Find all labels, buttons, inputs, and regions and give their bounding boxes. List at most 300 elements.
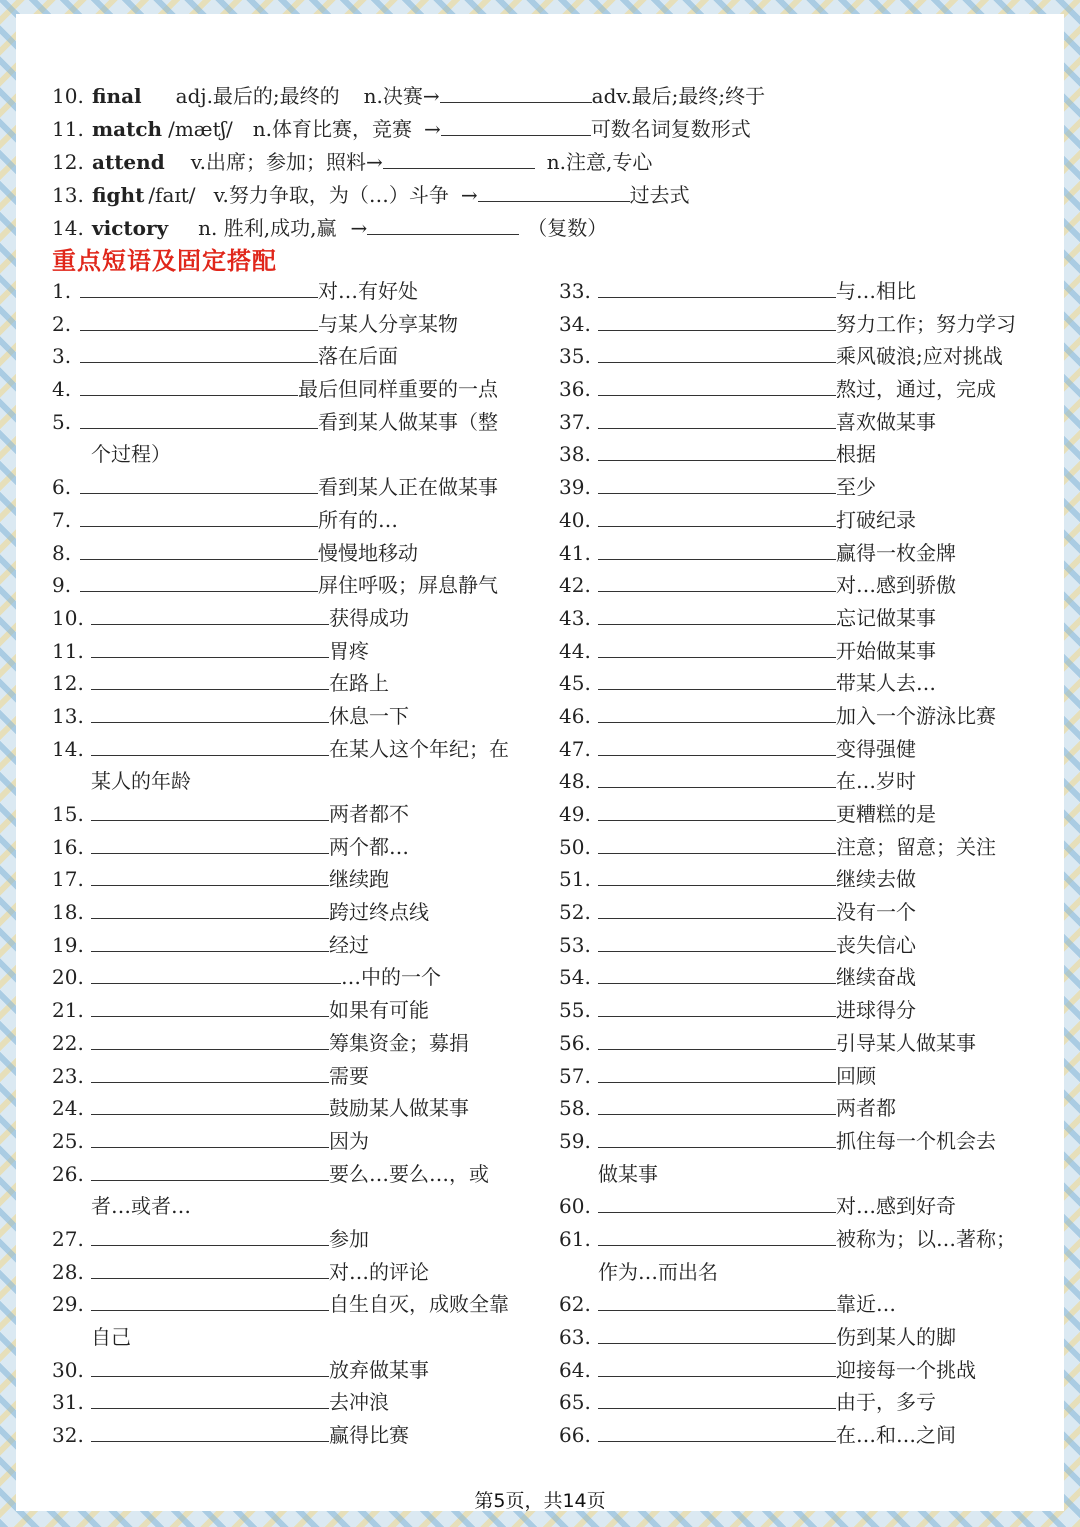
phrase-item	[52, 275, 509, 308]
item-number: 9.	[52, 573, 72, 598]
vocab-row	[52, 113, 751, 145]
answer-blank[interactable]	[91, 602, 329, 625]
answer-blank[interactable]	[80, 308, 318, 331]
phrase-item	[52, 504, 509, 537]
item-number: 54.	[559, 965, 591, 990]
item-number: 53.	[559, 932, 591, 957]
phrase-meaning-continued: 做某事	[598, 1161, 658, 1186]
item-number: 61.	[559, 1226, 591, 1251]
phrase-item	[52, 537, 509, 570]
vocab-row	[52, 146, 652, 178]
phrase-meaning: 筹集资金；募捐	[329, 1030, 469, 1055]
item-number: 15.	[52, 802, 84, 826]
vocab-definition: n. 胜利,成功,赢	[198, 216, 337, 240]
item-number: 16.	[52, 834, 84, 859]
page-footer: 第5页，共14页	[474, 1490, 606, 1512]
phrase-meaning: 忘记做某事	[836, 605, 936, 630]
phrase-item	[559, 765, 1016, 798]
phrase-item	[559, 733, 1016, 766]
phrase-meaning: 开始做某事	[836, 638, 936, 663]
answer-blank[interactable]	[441, 113, 591, 136]
phrase-meaning: 在…和…之间	[836, 1423, 956, 1448]
phrase-meaning: 要么…要么…，或	[329, 1161, 489, 1186]
item-number: 58.	[559, 1096, 591, 1121]
phrase-item	[559, 1288, 1016, 1321]
phrase-meaning: 喜欢做某事	[836, 409, 936, 434]
phrase-meaning-continued: 某人的年龄	[91, 769, 191, 794]
item-number: 32.	[52, 1423, 84, 1448]
phrase-item	[52, 961, 509, 994]
answer-blank[interactable]	[91, 667, 329, 690]
phrase-meaning: 需要	[329, 1063, 369, 1088]
phrase-meaning: 看到某人正在做某事	[318, 475, 498, 500]
item-number: 7.	[52, 507, 72, 532]
answer-blank[interactable]	[91, 700, 329, 723]
answer-blank[interactable]	[80, 340, 318, 363]
phrase-meaning: 休息一下	[329, 703, 409, 728]
vocab-hint: adv.最后;最终;终于	[591, 84, 766, 108]
phrase-meaning: 对…感到骄傲	[836, 573, 956, 598]
phrase-item	[52, 340, 509, 373]
phrase-item	[559, 308, 1016, 341]
phrases-left-column	[52, 275, 509, 1452]
phrase-item	[559, 700, 1016, 733]
item-number: 47.	[559, 736, 591, 761]
phrase-item	[559, 1321, 1016, 1354]
answer-blank[interactable]	[80, 537, 318, 560]
phrase-item	[52, 831, 509, 864]
phrase-meaning: 两者都不	[329, 802, 409, 826]
phrase-item	[559, 1354, 1016, 1387]
vocab-definition: adj.最后的;最终的	[175, 84, 340, 108]
answer-blank[interactable]	[91, 635, 329, 658]
answer-blank[interactable]	[598, 896, 836, 919]
answer-blank[interactable]	[598, 765, 836, 788]
phrase-item	[52, 471, 509, 504]
phrase-meaning-continued: 自己	[91, 1325, 131, 1349]
phrase-meaning: 对…感到好奇	[836, 1194, 956, 1219]
phrase-meaning: …中的一个	[341, 965, 441, 990]
vocab-phonetic: /mætʃ/	[168, 117, 233, 141]
item-number: 63.	[559, 1325, 591, 1349]
phrase-meaning: 跨过终点线	[329, 900, 429, 925]
phrase-meaning: 带某人去…	[836, 671, 936, 696]
item-number: 14.	[52, 736, 84, 761]
answer-blank[interactable]	[598, 929, 836, 952]
phrase-meaning: 赢得比赛	[329, 1423, 409, 1448]
phrase-item	[559, 1386, 1016, 1419]
phrase-item	[559, 373, 1016, 406]
item-number: 2.	[52, 311, 72, 336]
vocab-hint: n.注意,专心	[546, 150, 653, 174]
phrase-item	[52, 700, 509, 733]
phrase-meaning: 靠近…	[836, 1292, 896, 1317]
phrase-item	[52, 1027, 509, 1060]
answer-blank[interactable]	[91, 1419, 329, 1442]
answer-blank[interactable]	[80, 569, 318, 592]
answer-blank[interactable]	[598, 863, 836, 886]
phrase-item	[52, 863, 509, 896]
item-number: 57.	[559, 1063, 591, 1088]
item-number: 12.	[52, 150, 84, 174]
answer-blank[interactable]	[80, 406, 318, 429]
phrase-meaning: 加入一个游泳比赛	[836, 703, 996, 728]
answer-blank[interactable]	[91, 798, 329, 821]
phrase-meaning: 抓住每一个机会去	[836, 1128, 996, 1153]
phrase-meaning: 更糟糕的是	[836, 802, 936, 826]
item-number: 46.	[559, 703, 591, 728]
vocab-word: final	[92, 84, 142, 108]
phrase-meaning: 去冲浪	[329, 1390, 389, 1415]
phrase-item	[559, 569, 1016, 602]
phrase-meaning: 看到某人做某事（整	[318, 409, 498, 434]
phrase-meaning: 变得强健	[836, 736, 916, 761]
phrase-item	[52, 1092, 509, 1125]
answer-blank[interactable]	[598, 831, 836, 854]
phrase-item	[559, 1027, 1016, 1060]
item-number: 27.	[52, 1226, 84, 1251]
answer-blank[interactable]	[91, 831, 329, 854]
phrase-item	[559, 798, 1016, 831]
phrase-meaning: 丧失信心	[836, 932, 916, 957]
phrase-meaning: 进球得分	[836, 998, 916, 1023]
answer-blank[interactable]	[598, 373, 836, 396]
answer-blank[interactable]	[598, 569, 836, 592]
answer-blank[interactable]	[598, 1419, 836, 1442]
item-number: 48.	[559, 769, 591, 794]
answer-blank[interactable]	[598, 798, 836, 821]
item-number: 49.	[559, 802, 591, 826]
phrase-meaning: 放弃做某事	[329, 1357, 429, 1382]
item-number: 51.	[559, 867, 591, 892]
item-number: 6.	[52, 475, 72, 500]
phrase-item	[52, 1158, 509, 1191]
vocab-definition: n.体育比赛，竞赛	[252, 117, 413, 141]
answer-blank[interactable]	[91, 1354, 329, 1377]
item-number: 30.	[52, 1357, 84, 1382]
phrase-meaning: 继续跑	[329, 867, 389, 892]
item-number: 26.	[52, 1161, 84, 1186]
answer-blank[interactable]	[598, 1354, 836, 1377]
phrase-meaning: 所有的…	[318, 507, 398, 532]
item-number: 12.	[52, 671, 84, 696]
phrase-item	[559, 929, 1016, 962]
vocab-definition: v.努力争取，为（…）斗争	[213, 183, 449, 207]
phrase-item	[559, 340, 1016, 373]
answer-blank[interactable]	[80, 275, 318, 298]
answer-blank[interactable]	[598, 1223, 836, 1246]
answer-blank[interactable]	[598, 733, 836, 756]
answer-blank[interactable]	[598, 1092, 836, 1115]
vocab-definition: n.决赛→	[363, 84, 440, 108]
phrase-meaning-continued: 作为…而出名	[598, 1259, 718, 1284]
item-number: 38.	[559, 442, 591, 467]
answer-blank[interactable]	[91, 1288, 329, 1311]
phrase-meaning: 参加	[329, 1226, 369, 1251]
answer-blank[interactable]	[598, 504, 836, 527]
phrase-item	[52, 1354, 509, 1387]
phrase-meaning: 与某人分享某物	[318, 311, 458, 336]
answer-blank[interactable]	[598, 1190, 836, 1213]
phrase-meaning: 打破纪录	[836, 507, 916, 532]
phrase-item	[52, 896, 509, 929]
section-title: 重点短语及固定搭配	[52, 247, 277, 275]
phrase-meaning: 熬过，通过，完成	[836, 377, 996, 402]
answer-blank[interactable]	[80, 504, 318, 527]
answer-blank[interactable]	[598, 667, 836, 690]
vocab-word: attend	[92, 150, 165, 174]
answer-blank[interactable]	[91, 1223, 329, 1246]
phrase-meaning: 如果有可能	[329, 998, 429, 1023]
item-number: 64.	[559, 1357, 591, 1382]
answer-blank[interactable]	[598, 700, 836, 723]
answer-blank[interactable]	[91, 733, 329, 756]
item-number: 21.	[52, 998, 84, 1023]
phrase-item	[52, 1256, 509, 1289]
answer-blank[interactable]	[91, 896, 329, 919]
item-number: 31.	[52, 1390, 84, 1415]
answer-blank[interactable]	[598, 537, 836, 560]
phrase-meaning: 在路上	[329, 671, 389, 696]
answer-blank[interactable]	[598, 635, 836, 658]
item-number: 40.	[559, 507, 591, 532]
phrase-item	[559, 863, 1016, 896]
item-number: 39.	[559, 475, 591, 500]
vocab-word: fight	[92, 183, 145, 207]
item-number: 59.	[559, 1128, 591, 1153]
item-number: 25.	[52, 1128, 84, 1153]
answer-blank[interactable]	[80, 471, 318, 494]
item-number: 29.	[52, 1292, 84, 1317]
item-number: 55.	[559, 998, 591, 1023]
item-number: 36.	[559, 377, 591, 402]
phrase-meaning: 迎接每一个挑战	[836, 1357, 976, 1382]
phrase-meaning: 与…相比	[836, 279, 916, 303]
phrase-meaning: 最后但同样重要的一点	[298, 377, 498, 402]
phrase-item	[52, 635, 509, 668]
answer-blank[interactable]	[598, 994, 836, 1017]
item-number: 10.	[52, 84, 84, 108]
phrase-meaning: 慢慢地移动	[318, 540, 418, 565]
phrase-meaning: 经过	[329, 932, 369, 957]
phrase-meaning: 注意；留意；关注	[836, 834, 996, 859]
phrase-meaning: 没有一个	[836, 900, 916, 925]
phrase-meaning: 两者都	[836, 1096, 896, 1121]
phrase-item	[559, 1092, 1016, 1125]
answer-blank[interactable]	[91, 1027, 329, 1050]
phrase-item	[52, 667, 509, 700]
answer-blank[interactable]	[91, 1092, 329, 1115]
item-number: 5.	[52, 409, 72, 434]
item-number: 60.	[559, 1194, 591, 1219]
phrase-meaning: 根据	[836, 442, 876, 467]
phrase-item	[559, 1060, 1016, 1093]
phrase-item	[559, 275, 1016, 308]
item-number: 33.	[559, 279, 591, 303]
vocab-hint: 可数名词复数形式	[590, 117, 751, 141]
phrases-right-column	[559, 275, 1016, 1452]
phrase-item	[559, 831, 1016, 864]
vocab-definition: →	[424, 117, 441, 141]
item-number: 43.	[559, 605, 591, 630]
item-number: 65.	[559, 1390, 591, 1415]
item-number: 13.	[52, 183, 84, 207]
phrase-item	[52, 1288, 509, 1321]
phrase-meaning: 努力工作；努力学习	[836, 311, 1016, 336]
answer-blank[interactable]	[598, 340, 836, 363]
phrase-meaning: 两个都…	[329, 834, 409, 859]
answer-blank[interactable]	[440, 80, 592, 103]
phrase-meaning: 落在后面	[318, 344, 398, 369]
phrase-item	[52, 1125, 509, 1158]
phrase-item	[559, 537, 1016, 570]
phrase-item	[52, 569, 509, 602]
phrase-meaning: 胃疼	[329, 638, 369, 663]
phrase-item	[52, 1223, 509, 1256]
answer-blank[interactable]	[91, 929, 329, 952]
vocab-word: victory	[92, 216, 169, 240]
phrase-item	[559, 1190, 1016, 1223]
phrase-meaning: 乘风破浪;应对挑战	[836, 344, 1003, 369]
item-number: 56.	[559, 1030, 591, 1055]
phrase-meaning: 伤到某人的脚	[836, 1325, 956, 1349]
phrase-item	[559, 1223, 1016, 1256]
phrase-meaning: 引导某人做某事	[836, 1030, 976, 1055]
item-number: 1.	[52, 279, 72, 303]
item-number: 17.	[52, 867, 84, 892]
answer-blank[interactable]	[91, 994, 329, 1017]
answer-blank[interactable]	[91, 1060, 329, 1083]
answer-blank[interactable]	[598, 438, 836, 461]
phrase-meaning: 由于，多亏	[836, 1390, 936, 1415]
phrase-meaning: 继续去做	[836, 867, 916, 892]
phrase-item	[559, 896, 1016, 929]
vocab-word: match	[92, 117, 163, 141]
phrase-meaning-continued: 者…或者…	[91, 1194, 191, 1219]
answer-blank[interactable]	[91, 1158, 329, 1181]
phrase-item	[52, 994, 509, 1027]
answer-blank[interactable]	[598, 1321, 836, 1344]
phrase-item	[52, 733, 509, 766]
answer-blank[interactable]	[598, 471, 836, 494]
phrase-item	[52, 1419, 509, 1452]
phrase-meaning: 因为	[329, 1128, 369, 1153]
phrase-meaning: 赢得一枚金牌	[836, 540, 956, 565]
vocab-definition: v.出席；参加；照料→	[190, 150, 383, 174]
phrase-meaning: 继续奋战	[836, 965, 916, 990]
item-number: 18.	[52, 900, 84, 925]
answer-blank[interactable]	[598, 1060, 836, 1083]
item-number: 11.	[52, 117, 84, 141]
phrase-item	[559, 994, 1016, 1027]
answer-blank[interactable]	[598, 1027, 836, 1050]
vocab-row	[52, 80, 765, 112]
item-number: 52.	[559, 900, 591, 925]
phrase-item	[559, 406, 1016, 439]
item-number: 23.	[52, 1063, 84, 1088]
answer-blank[interactable]	[598, 1125, 836, 1148]
phrase-item	[559, 635, 1016, 668]
vocab-phonetic: /faɪt/	[148, 183, 196, 207]
item-number: 42.	[559, 573, 591, 598]
item-number: 44.	[559, 638, 591, 663]
vocab-row	[52, 212, 607, 244]
phrase-item	[559, 504, 1016, 537]
phrase-meaning: 屏住呼吸；屏息静气	[318, 573, 498, 598]
vocab-definition: →	[350, 216, 368, 240]
phrase-item	[559, 438, 1016, 471]
phrase-meaning: 对…的评论	[329, 1259, 429, 1284]
phrase-item	[559, 667, 1016, 700]
item-number: 22.	[52, 1030, 84, 1055]
item-number: 19.	[52, 932, 84, 957]
answer-blank[interactable]	[598, 1386, 836, 1409]
phrase-meaning: 对…有好处	[318, 279, 418, 303]
item-number: 24.	[52, 1096, 84, 1121]
item-number: 13.	[52, 703, 84, 728]
phrase-item	[52, 1386, 509, 1419]
item-number: 37.	[559, 409, 591, 434]
phrase-meaning-continued: 个过程）	[91, 442, 171, 467]
answer-blank[interactable]	[598, 275, 836, 298]
vocab-hint: （复数）	[527, 216, 608, 240]
answer-blank[interactable]	[598, 602, 836, 625]
phrase-item	[52, 373, 509, 406]
item-number: 35.	[559, 344, 591, 369]
phrase-meaning: 在某人这个年纪；在	[329, 736, 509, 761]
answer-blank[interactable]	[80, 373, 298, 396]
answer-blank[interactable]	[598, 406, 836, 429]
vocab-definition: →	[460, 183, 478, 207]
answer-blank[interactable]	[598, 961, 836, 984]
item-number: 14.	[52, 216, 84, 240]
vocab-hint: 过去式	[629, 183, 690, 207]
item-number: 11.	[52, 638, 84, 663]
answer-blank[interactable]	[598, 1288, 836, 1311]
answer-blank[interactable]	[91, 863, 329, 886]
answer-blank[interactable]	[91, 1386, 329, 1409]
answer-blank[interactable]	[478, 179, 630, 202]
phrase-meaning: 至少	[836, 475, 876, 500]
phrase-item	[559, 961, 1016, 994]
item-number: 66.	[559, 1423, 591, 1448]
answer-blank[interactable]	[91, 961, 341, 984]
item-number: 28.	[52, 1259, 84, 1284]
item-number: 20.	[52, 965, 84, 990]
phrase-item	[52, 798, 509, 831]
item-number: 41.	[559, 540, 591, 565]
answer-blank[interactable]	[383, 146, 535, 169]
phrase-item	[559, 1419, 1016, 1452]
phrase-item	[559, 602, 1016, 635]
phrase-meaning: 自生自灭，成败全靠	[329, 1292, 509, 1317]
item-number: 45.	[559, 671, 591, 696]
phrase-meaning: 鼓励某人做某事	[329, 1096, 469, 1121]
item-number: 50.	[559, 834, 591, 859]
phrase-meaning: 在…岁时	[836, 769, 916, 794]
item-number: 8.	[52, 540, 72, 565]
item-number: 10.	[52, 605, 84, 630]
answer-blank[interactable]	[598, 308, 836, 331]
phrase-meaning: 获得成功	[329, 605, 409, 630]
answer-blank[interactable]	[367, 212, 519, 235]
phrase-item	[52, 308, 509, 341]
phrase-item	[52, 1060, 509, 1093]
item-number: 3.	[52, 344, 72, 369]
answer-blank[interactable]	[91, 1256, 329, 1279]
answer-blank[interactable]	[91, 1125, 329, 1148]
vocab-row	[52, 179, 690, 211]
